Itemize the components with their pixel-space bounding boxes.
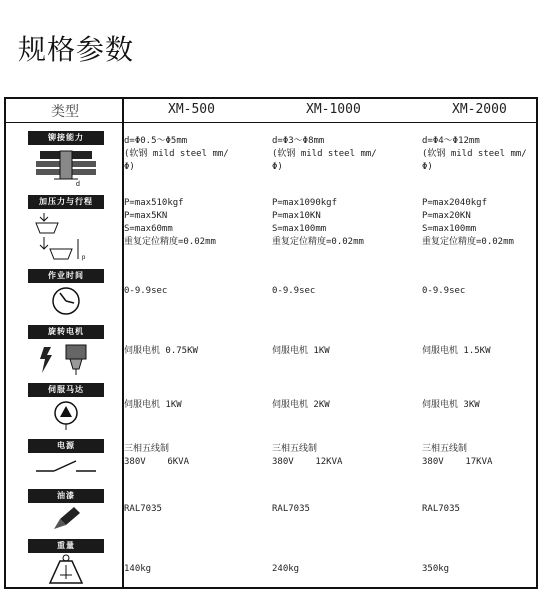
riveting-capacity-icon bbox=[30, 147, 102, 187]
spec-cell: 伺服电机 1KW bbox=[272, 346, 330, 356]
spec-cell: 伺服电机 1KW bbox=[124, 400, 182, 410]
svg-text:d: d bbox=[76, 181, 80, 187]
spec-cell: RAL7035 bbox=[422, 504, 460, 514]
row-label-power: 电源 bbox=[28, 439, 104, 453]
power-switch-icon bbox=[30, 455, 102, 477]
spec-cell: 0-9.9sec bbox=[422, 286, 466, 296]
table-row bbox=[6, 267, 536, 319]
weight-icon bbox=[30, 553, 102, 585]
spec-cell: 伺服电机 0.75KW bbox=[124, 346, 198, 356]
table-row bbox=[6, 487, 536, 535]
row-label-weight: 重量 bbox=[28, 539, 104, 553]
spec-cell: P=max2040kgf P=max20KN S=max100mm 重复定位精度=0.02mm bbox=[422, 198, 514, 247]
spec-cell: 140kg bbox=[124, 564, 152, 574]
table-row bbox=[6, 323, 536, 379]
spec-cell: 0-9.9sec bbox=[124, 286, 168, 296]
spec-cell: d=Φ0.5～Φ5mm (软钢 mild steel mm/ Φ) bbox=[124, 136, 229, 172]
spec-cell: 三相五线制 380V 6KVA bbox=[124, 444, 190, 467]
spec-cell: 伺服电机 1.5KW bbox=[422, 346, 491, 356]
spec-cell: 伺服电机 3KW bbox=[422, 400, 480, 410]
spec-table bbox=[4, 97, 538, 589]
servo-motor-icon bbox=[30, 399, 102, 431]
model-header-2: XM-1000 bbox=[306, 102, 361, 117]
spec-cell: P=max1090kgf P=max10KN S=max100mm 重复定位精度=0.02mm bbox=[272, 198, 364, 247]
model-header-3: XM-2000 bbox=[452, 102, 507, 117]
table-row bbox=[6, 437, 536, 483]
page-title: 规格参数 bbox=[18, 34, 135, 65]
table-row bbox=[6, 537, 536, 587]
table-header bbox=[6, 99, 536, 123]
spec-cell: 350kg bbox=[422, 564, 450, 574]
row-label-servo: 伺服马达 bbox=[28, 383, 104, 397]
spec-cell: 三相五线制 380V 12KVA bbox=[272, 444, 343, 467]
table-row bbox=[6, 381, 536, 433]
spec-cell: 0-9.9sec bbox=[272, 286, 316, 296]
row-label-time: 作业时间 bbox=[28, 269, 104, 283]
spec-cell: RAL7035 bbox=[272, 504, 310, 514]
spec-cell: 240kg bbox=[272, 564, 300, 574]
paint-brush-icon bbox=[30, 505, 102, 531]
row-label-pressure: 加压力与行程 bbox=[28, 195, 104, 209]
clock-icon bbox=[30, 285, 102, 317]
table-row bbox=[6, 129, 536, 189]
spec-cell: d=Φ3～Φ8mm (软钢 mild steel mm/ Φ) bbox=[272, 136, 377, 172]
model-header-1: XM-500 bbox=[168, 102, 215, 117]
spec-cell: d=Φ4～Φ12mm (软钢 mild steel mm/ Φ) bbox=[422, 136, 527, 172]
svg-text:p: p bbox=[82, 255, 86, 261]
row-label-paint: 油漆 bbox=[28, 489, 104, 503]
row-label-rotary: 旋转电机 bbox=[28, 325, 104, 339]
row-label-riveting: 铆接能力 bbox=[28, 131, 104, 145]
pressure-stroke-icon bbox=[30, 211, 102, 261]
spec-cell: RAL7035 bbox=[124, 504, 162, 514]
spec-cell: P=max510kgf P=max5KN S=max60mm 重复定位精度=0.02mm bbox=[124, 198, 216, 247]
spec-cell: 三相五线制 380V 17KVA bbox=[422, 444, 493, 467]
table-row bbox=[6, 193, 536, 265]
type-header: 类型 bbox=[51, 104, 79, 120]
rotary-motor-icon bbox=[30, 341, 102, 377]
spec-cell: 伺服电机 2KW bbox=[272, 400, 330, 410]
